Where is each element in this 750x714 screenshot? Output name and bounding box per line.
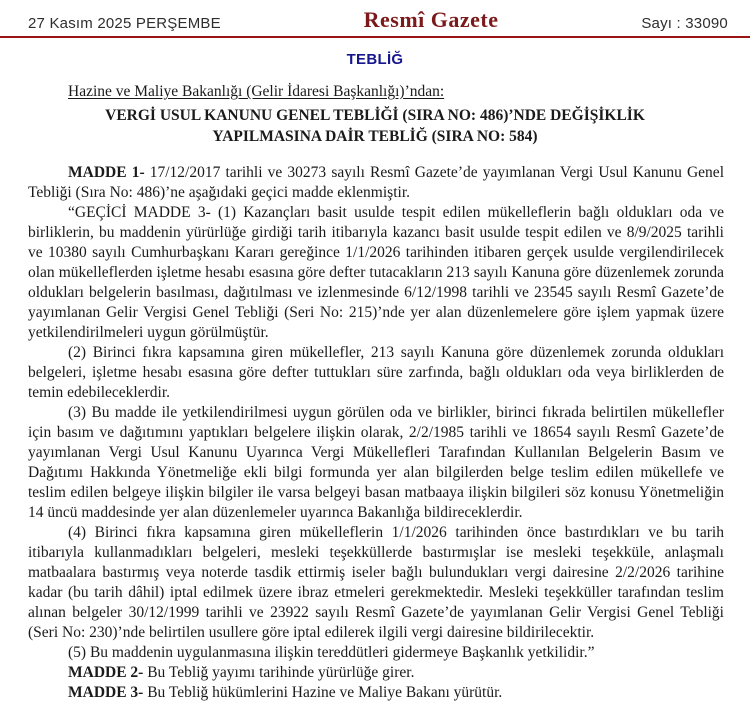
masthead-rule bbox=[0, 36, 750, 38]
paragraph-text: Bu Tebliğ yayımı tarihinde yürürlüğe girer. bbox=[143, 664, 415, 681]
issuing-authority: Hazine ve Maliye Bakanlığı (Gelir İdaresi Başkanlığı)’ndan: bbox=[68, 83, 445, 100]
gazette-title: Resmî Gazete bbox=[363, 7, 499, 32]
paragraph bbox=[28, 663, 724, 683]
madde-lead: MADDE 2- bbox=[68, 664, 144, 681]
madde-lead: MADDE 1- bbox=[68, 164, 145, 181]
paragraph-text: (4) Birinci fıkra kapsamına giren mükelleflerin 1/1/2026 tarihinden önce bastırdıkları ve bu tarih itibarıyla kullanmadıkları belgeleri, mesleki teşekküllerde bastırmışlar ise mesleki teşekküle, anlaşmalı matbaalara bastırmış veya noterde tasdik ettirmiş iseler bağlı bulundukları vergi dairesine 2/2/2026 tarihine kadar (bu tarih dâhil) iptal edilmek üzere ibraz etmeleri gerekmektedir. Mesleki teşekküller tarafından teslim alınan belgeler 30/12/1999 tarihli ve 23922 sayılı Resmî Gazete’de yayımlanan Gelir Vergisi Genel Tebliği (Seri No: 230)’nde belirtilen usullere göre iptal edilerek ilgili vergi dairesine bildirilecektir. bbox=[28, 524, 724, 641]
paragraph bbox=[28, 403, 724, 523]
paragraph-text: Bu Tebliğ hükümlerini Hazine ve Maliye Bakanı yürütür. bbox=[143, 684, 503, 701]
notice-title-line2: YAPILMASINA DAİR TEBLİĞ (SIRA NO: 584) bbox=[212, 128, 538, 145]
paragraph bbox=[28, 643, 724, 663]
paragraph-text: (2) Birinci fıkra kapsamına giren mükellefler, 213 sayılı Kanuna göre düzenlemek zorunda oldukları belgeleri, işletme hesabı esasına göre defter tuttukları süre zarfında, bağlı oldukları oda veya birliklerden de temin edebileceklerdir. bbox=[28, 344, 724, 401]
paragraph-text: (5) Bu maddenin uygulanmasına ilişkin tereddütleri gidermeye Başkanlık yetkilidir.” bbox=[68, 644, 595, 661]
paragraph bbox=[28, 523, 724, 643]
document-body bbox=[28, 163, 724, 703]
masthead bbox=[0, 0, 750, 36]
paragraph bbox=[28, 163, 724, 203]
issue-number: Sayı : 33090 bbox=[641, 15, 728, 32]
paragraph-text: “GEÇİCİ MADDE 3- (1) Kazançları basit usulde tespit edilen mükelleflerin bağlı oldukları oda ve birliklerin, bu maddenin yürürlüğe girdiği tarih itibarıyla kazancı basit usulde tespit edilen ve 8/9/2025 tarihli ve 10380 sayılı Cumhurbaşkanı Kararı gereğince 1/1/2026 tarihinden itibaren gerçek usulde vergilendirilecek olan mükelleflerden işletme hesabı esasına göre defter tutacakların 213 sayılı Kanuna göre düzenlemek zorunda oldukları belgelerin basılması, dağıtılması ve izlenmesinde 6/12/1998 tarihli ve 23545 sayılı Resmî Gazete’de yayımlanan Gelir Vergisi Genel Tebliği (Seri No: 215)’nde yer alan düzenlemelere göre işlem yapmak üzere yetkilendirilmeleri uygun görülmüştür. bbox=[28, 204, 724, 341]
paragraph-text: 17/12/2017 tarihli ve 30273 sayılı Resmî Gazete’de yayımlanan Vergi Usul Kanunu Genel Tebliği (Sıra No: 486)’ne aşağıdaki geçici madde eklenmiştir. bbox=[28, 164, 724, 201]
section-heading: TEBLİĞ bbox=[346, 51, 404, 68]
notice-title-line1: VERGİ USUL KANUNU GENEL TEBLİĞİ (SIRA NO: 486)’NDE DEĞİŞİKLİK bbox=[105, 107, 645, 124]
publication-date: 27 Kasım 2025 PERŞEMBE bbox=[28, 15, 221, 32]
paragraph bbox=[28, 683, 724, 703]
notice-title bbox=[0, 105, 750, 147]
paragraph bbox=[28, 343, 724, 403]
madde-lead: MADDE 3- bbox=[68, 684, 144, 701]
paragraph-text: (3) Bu madde ile yetkilendirilmesi uygun görülen oda ve birlikler, birinci fıkrada belirtilen mükellefler için basım ve dağıtımını yaptıkları belgelere ilişkin olarak, 2/2/1985 tarihli ve 18654 sayılı Resmî Gazete’de yayımlanan Vergi Usul Kanunu Uyarınca Vergi Mükellefleri Tarafından Kullanılan Belgelerin Basım ve Dağıtımı Hakkında Yönetmeliğe ekli bilgi formunda yer alan bilgilerden belge teslim edilen mükellefe ve teslim edilen belgeye ilişkin bilgiler ile varsa belgeyi basan matbaaya ilişkin bilgileri söz konusu Yönetmeliğin 14 üncü maddesinde yer alan düzenlemeler uyarınca Bakanlığa bildireceklerdir. bbox=[28, 404, 724, 521]
paragraph bbox=[28, 203, 724, 343]
